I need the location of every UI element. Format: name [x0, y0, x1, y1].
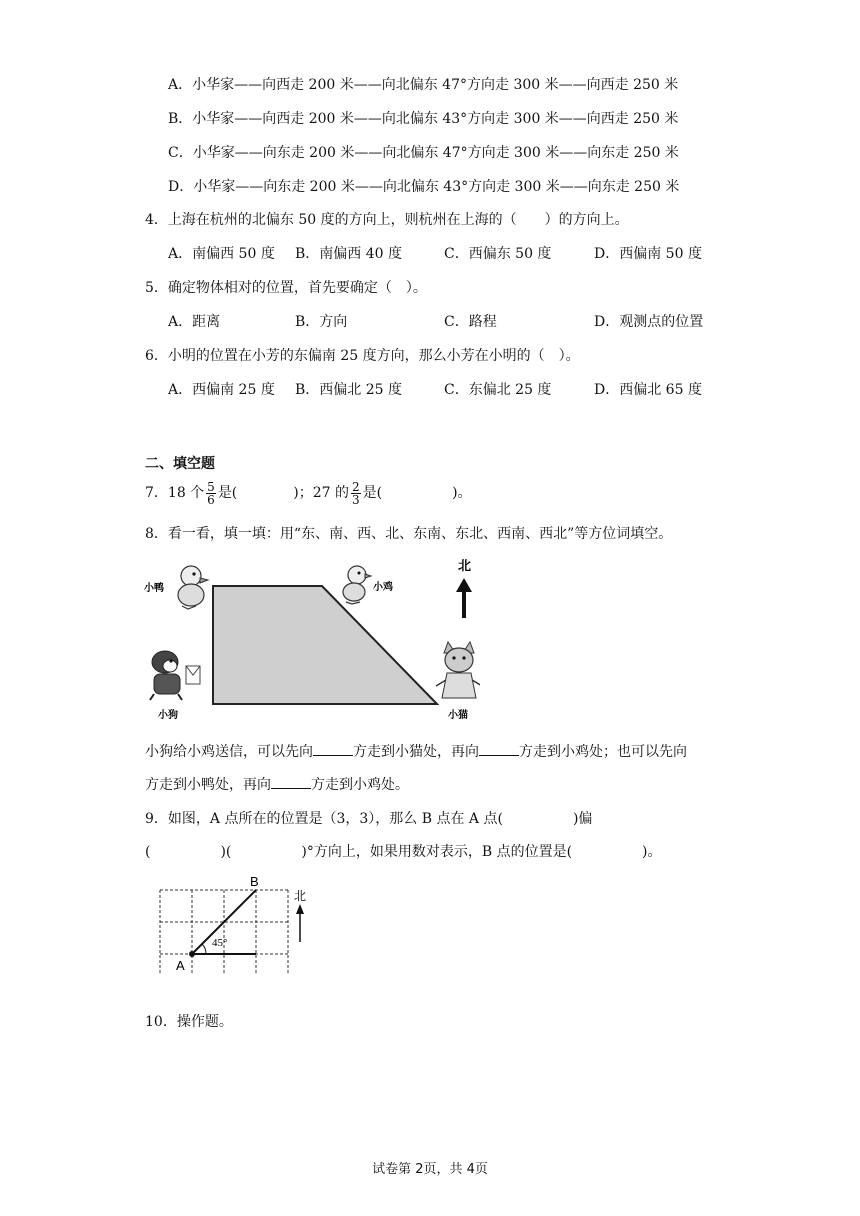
q8-north-label: 北 — [458, 559, 472, 574]
q8-stem: 8．看一看，填一填：用“东、南、西、北、东南、东北、西南、西北”等方位词填空。 — [145, 526, 673, 542]
q4-option-c: C．西偏东 50 度 — [444, 246, 552, 262]
cat-label: 小猫 — [448, 710, 468, 721]
q7-line — [145, 478, 472, 508]
q7-frac1-den: 6 — [207, 492, 215, 507]
q9-line-1: 9．如图，A 点所在的位置是（3，3），那么 B 点在 A 点( )偏 — [145, 811, 593, 827]
q6-stem: 6．小明的位置在小芳的东偏南 25 度方向，那么小芳在小明的（ ）。 — [145, 348, 580, 364]
q7-mid1: 是( )；27 的 — [217, 485, 350, 501]
q7-frac2-den: 3 — [352, 492, 360, 507]
q4-option-d: D．西偏南 50 度 — [594, 246, 702, 262]
q3-option-c: C．小华家——向东走 200 米——向北偏东 47°方向走 300 米——向东走 250 米 — [168, 145, 679, 161]
q8-blank-1[interactable] — [313, 743, 353, 756]
q9-angle-arc — [202, 944, 206, 954]
q7-frac1-num: 5 — [207, 479, 215, 494]
q5-option-a: A．距离 — [168, 314, 221, 330]
q9-grid-diagram — [150, 870, 325, 975]
q9-point-a-label: A — [176, 958, 185, 973]
q6-option-a: A．西偏南 25 度 — [168, 382, 275, 398]
q5-option-b: B．方向 — [295, 314, 348, 330]
dog-figure — [150, 651, 200, 700]
q9-north-label: 北 — [294, 889, 307, 903]
q8-line1-b: 方走到小猫处，再向 — [353, 744, 479, 760]
q3-option-b: B．小华家——向西走 200 米——向北偏东 43°方向走 300 米——向西走 250 米 — [168, 111, 679, 127]
q4-option-a: A．南偏西 50 度 — [168, 246, 275, 262]
q8-blank-2[interactable] — [479, 743, 519, 756]
q8-trapezoid — [213, 586, 437, 704]
chick-label: 小鸡 — [373, 582, 393, 593]
cat-figure — [436, 642, 480, 698]
q9-north-arrow-icon — [296, 904, 304, 942]
q8-line1-c: 方走到小鸡处；也可以先向 — [519, 744, 687, 760]
q8-line1-a: 小狗给小鸡送信，可以先向 — [145, 744, 313, 760]
q9-line-2: ( )( )°方向上，如果用数对表示，B 点的位置是( )。 — [145, 844, 662, 860]
q7-frac2-num: 2 — [352, 479, 360, 494]
q8-diagram — [140, 558, 480, 723]
q5-stem: 5．确定物体相对的位置，首先要确定（ ）。 — [145, 280, 427, 296]
q7-mid2: 是( )。 — [362, 485, 472, 501]
q9-angle-label: 45° — [212, 937, 228, 949]
q4-stem: 4．上海在杭州的北偏东 50 度的方向上，则杭州在上海的（ ）的方向上。 — [145, 212, 629, 228]
q9-point-a-dot — [189, 951, 195, 957]
dog-label: 小狗 — [158, 710, 178, 721]
q5-option-c: C．路程 — [444, 314, 497, 330]
q6-option-d: D．西偏北 65 度 — [594, 382, 702, 398]
chick-figure — [343, 566, 371, 604]
q3-option-a: A．小华家——向西走 200 米——向北偏东 47°方向走 300 米——向西走 250 米 — [168, 77, 679, 93]
q7-fraction-5-6 — [206, 481, 216, 506]
q4-option-b: B．南偏西 40 度 — [295, 246, 403, 262]
q8-north-arrow-icon — [456, 578, 472, 618]
q7-prefix: 7．18 个 — [145, 485, 205, 501]
section-title-fill-blank: 二、填空题 — [145, 456, 215, 472]
q6-option-b: B．西偏北 25 度 — [295, 382, 403, 398]
duck-figure — [178, 566, 208, 609]
q8-line2-a: 方走到小鸭处，再向 — [145, 777, 271, 793]
q3-option-d: D．小华家——向东走 200 米——向北偏东 43°方向走 300 米——向东走 250 米 — [168, 179, 680, 195]
q8-line2-b: 方走到小鸡处。 — [311, 777, 409, 793]
duck-label: 小鸭 — [144, 583, 164, 594]
q10-stem: 10．操作题。 — [145, 1014, 233, 1030]
q8-line-2 — [145, 774, 409, 794]
q8-blank-3[interactable] — [271, 776, 311, 789]
q6-option-c: C．东偏北 25 度 — [444, 382, 552, 398]
q5-option-d: D．观测点的位置 — [594, 314, 704, 330]
q7-fraction-2-3 — [351, 481, 361, 506]
page-footer: 试卷第 2页，共 4页 — [372, 1162, 488, 1177]
q9-point-b-label: B — [250, 874, 259, 889]
q8-line-1 — [145, 741, 687, 761]
